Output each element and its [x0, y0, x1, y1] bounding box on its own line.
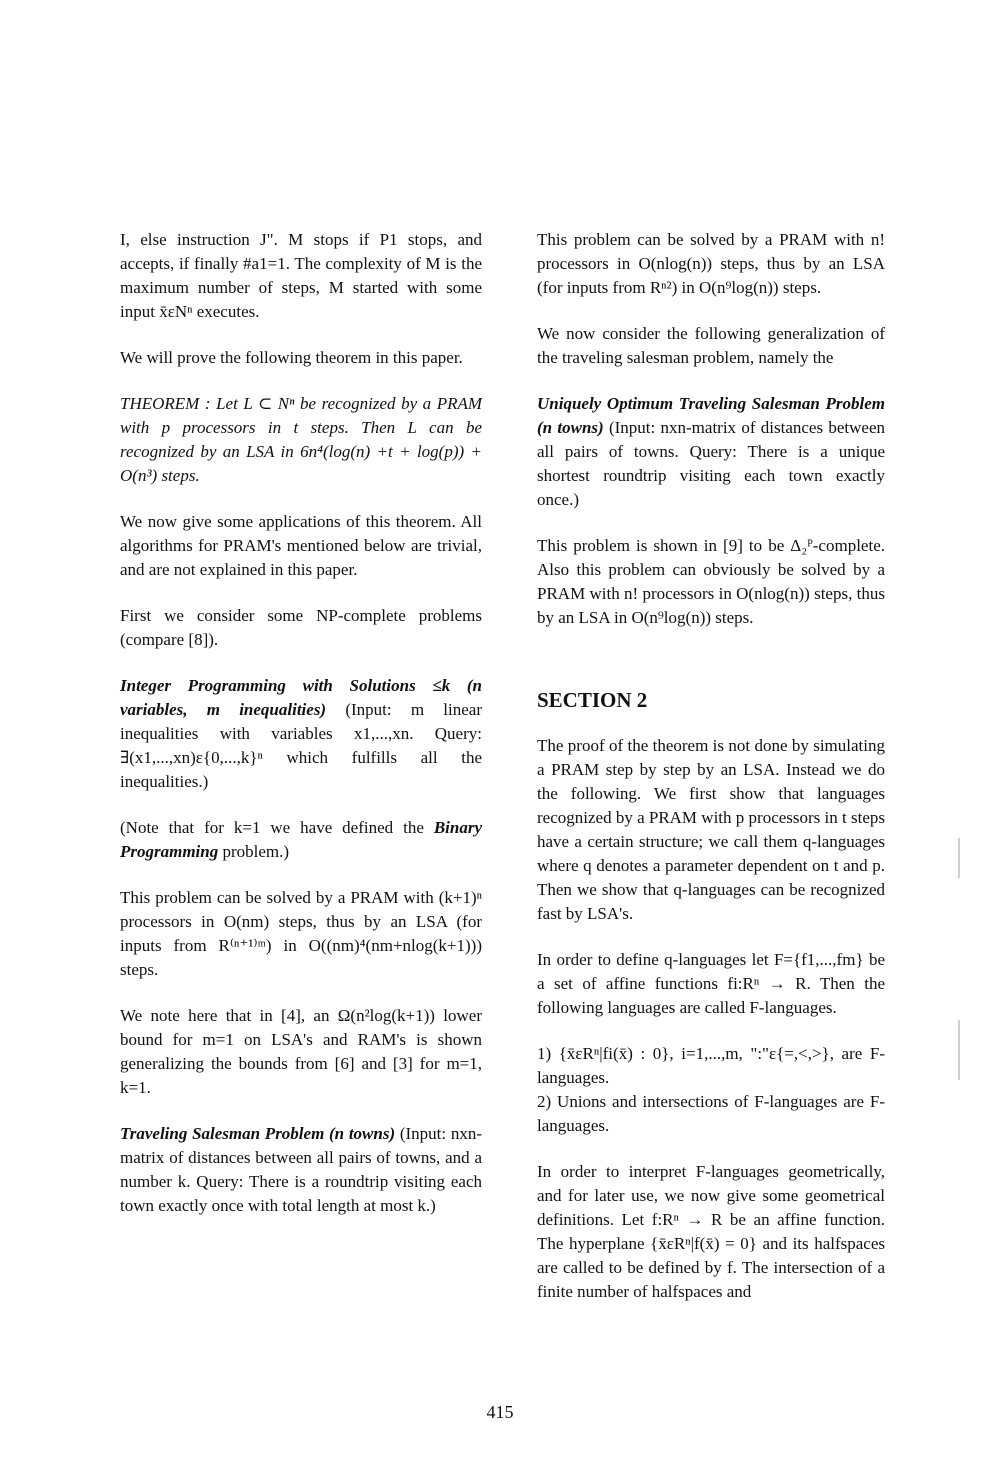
page-number: 415 [486, 1402, 514, 1422]
note-term: Binary Programming [120, 818, 483, 861]
paragraph: First we consider some NP-complete problems (compare [8]). [120, 606, 482, 649]
problem-text: (Input: nxn-matrix of distances between all pairs of towns, and a number k. Query: There is a roundtrip visiting each town exactly once with total length at most k.) [120, 1124, 483, 1215]
list-item: 2) Unions and intersections of F-languages are F-languages. [537, 1092, 885, 1135]
scan-margin-mark [958, 1020, 960, 1080]
paragraph: In order to interpret F-languages geometrically, and for later use, we now give some geometrical definitions. Let f:Rⁿ → R be an affine function. The hyperplane {x̄εRⁿ|f(x̄) = 0} and its halfspaces are called to be defined by f. The intersection of a finite number of halfspaces and [537, 1162, 885, 1301]
paragraph: This problem can be solved by a PRAM with n! processors in O(nlog(n)) steps, thus by an LSA (for inputs from Rⁿ²) in O(n⁹log(n)) steps. [537, 230, 885, 297]
problem-integer-programming [120, 674, 482, 794]
paragraph: We now consider the following generalization of the traveling salesman problem, namely the [537, 324, 885, 367]
paragraph: I, else instruction J". M stops if P1 stops, and accepts, if finally #a1=1. The complexity of M is the maximum number of steps, M started with some input x̄εNⁿ executes. [120, 230, 482, 321]
theorem-label: THEOREM : [120, 394, 211, 413]
paragraph: In order to define q-languages let F={f1,...,fm} be a set of affine functions fi:Rⁿ → R. Then the following languages are called F-languages. [537, 950, 885, 1017]
paragraph: The proof of the theorem is not done by simulating a PRAM step by step by an LSA. Instead we do the following. We first show that languages recognized by a PRAM with p processors in t steps have a certain structure; we call them q-languages where q denotes a parameter dependent on t and p. Then we show that q-languages can be recognized fast by LSA's. [537, 736, 885, 923]
note-text: (Note that for k=1 we have defined the [120, 818, 424, 837]
section-heading: SECTION 2 [537, 688, 648, 712]
problem-traveling-salesman [120, 1122, 482, 1218]
paragraph: We note here that in [4], an Ω(n²log(k+1)) lower bound for m=1 on LSA's and RAM's is shown generalizing the bounds from [6] and [3] for m=1, k=1. [120, 1006, 482, 1097]
scan-margin-mark [958, 838, 960, 878]
note-text: problem.) [222, 842, 290, 861]
paragraph: We now give some applications of this theorem. All algorithms for PRAM's mentioned below are trivial, and are not explained in this paper. [120, 512, 482, 579]
paragraph: We will prove the following theorem in this paper. [120, 348, 463, 367]
left-column [120, 228, 482, 1240]
problem-title: Traveling Salesman Problem (n towns) [120, 1124, 396, 1143]
problem-text: (Input: nxn-matrix of distances between all pairs of towns. Query: There is a unique shortest roundtrip visiting each town exactly once.) [537, 418, 885, 509]
right-column [537, 228, 885, 1326]
theorem-body: Let L ⊂ Nⁿ be recognized by a PRAM with p processors in t steps. Then L can be recognized by an LSA in 6n⁴(log(n) +t + log(p)) + O(n³) steps. [120, 394, 483, 485]
problem-unique-tsp [537, 392, 885, 512]
list-item: 1) {x̄εRⁿ|fi(x̄) : 0}, i=1,...,m, ":"ε{=,<,>}, are F-languages. [537, 1044, 885, 1087]
note [120, 816, 482, 864]
problem-text: (Input: m linear inequalities with variables x1,...,xn. Query: ∃(x1,...,xn)ε{0,...,k}ⁿ which fulfills all the inequalities.) [120, 700, 482, 791]
problem-title: Uniquely Optimum Traveling Salesman Problem (n towns) [537, 394, 885, 437]
paragraph: This problem can be solved by a PRAM with (k+1)ⁿ processors in O(nm) steps, thus by an LSA (for inputs from R⁽ⁿ⁺¹⁾ᵐ) in O((nm)⁴(nm+nlog(k+1))) steps. [120, 888, 482, 979]
problem-title: Integer Programming with Solutions ≤k (n variables, m inequalities) [120, 676, 482, 719]
theorem [120, 392, 482, 488]
paragraph: This problem is shown in [9] to be Δ₂ᴾ-complete. Also this problem can obviously be solved by a PRAM with n! processors in O(nlog(n)) steps, thus by an LSA in O(n⁹log(n)) steps. [537, 536, 885, 627]
